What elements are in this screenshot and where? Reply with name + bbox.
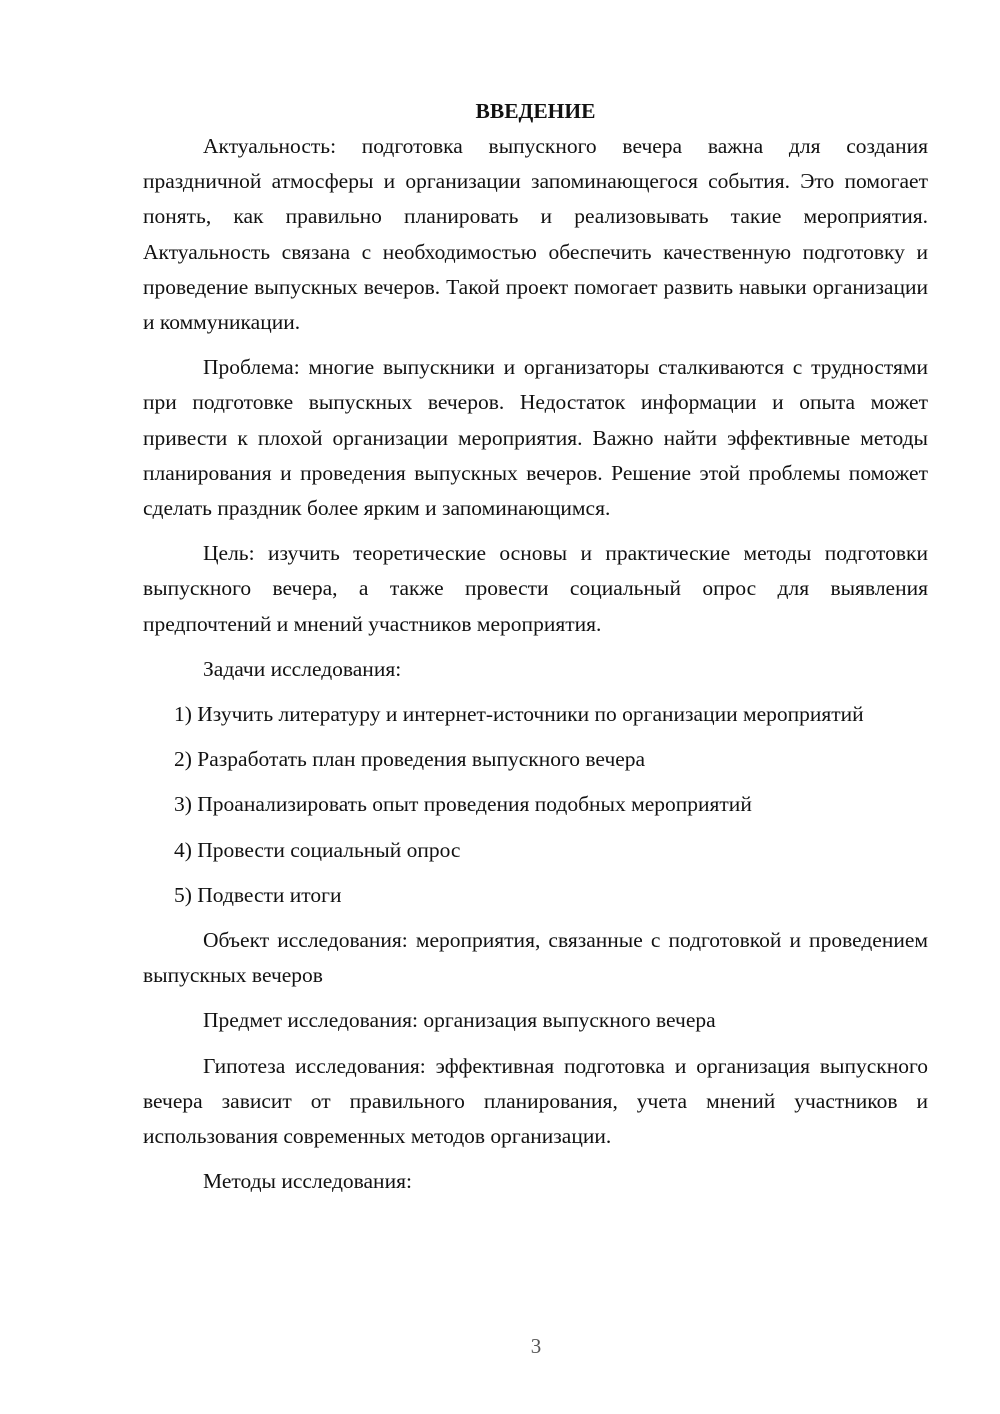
task-item: 2) Разработать план проведения выпускного вечера xyxy=(174,747,646,772)
goal-paragraph: Цель: изучить теоретические основы и практические методы подготовки выпускного вечера, а также провести социальный опрос для выявления предпочтений и мнений участников мероприятия. xyxy=(143,541,928,636)
methods-heading: Методы исследования: xyxy=(203,1169,412,1194)
task-item: 3) Проанализировать опыт проведения подобных мероприятий xyxy=(174,792,752,817)
hypothesis-paragraph: Гипотеза исследования: эффективная подготовка и организация выпускного вечера зависит от правильного планирования, учета мнений участников и использования современных методов организации. xyxy=(143,1053,928,1149)
task-item: 4) Провести социальный опрос xyxy=(174,837,461,862)
page-number: 3 xyxy=(530,1334,542,1358)
relevance-paragraph: Актуальность: подготовка выпускного вечера важна для создания праздничной атмосферы и организации запоминающегося события. Это помогает понять, как правильно планировать и реализовывать такие мероприятия. Актуальность связана с необходимостью обеспечить качественную подготовку и проведение выпускных вечеров. Такой проект помогает развить навыки организации и коммуникации. xyxy=(143,134,928,335)
document-page xyxy=(143,96,928,1199)
problem-paragraph: Проблема: многие выпускники и организаторы сталкиваются с трудностями при подготовке выпускных вечеров. Недостаток информации и опыта может привести к плохой организации мероприятия. Важно найти эффективные методы планирования и проведения выпускных вечеров. Решение этой проблемы поможет сделать праздник более ярким и запоминающимся. xyxy=(143,355,928,521)
tasks-heading: Задачи исследования: xyxy=(203,656,402,681)
subject-paragraph: Предмет исследования: организация выпускного вечера xyxy=(203,1008,716,1033)
object-paragraph: Объект исследования: мероприятия, связанные с подготовкой и проведением выпускных вечеров xyxy=(143,928,928,988)
section-title: ВВЕДЕНИЕ xyxy=(475,99,596,123)
task-item: 5) Подвести итоги xyxy=(174,882,342,907)
task-item: 1) Изучить литературу и интернет-источники по организации мероприятий xyxy=(174,702,864,727)
